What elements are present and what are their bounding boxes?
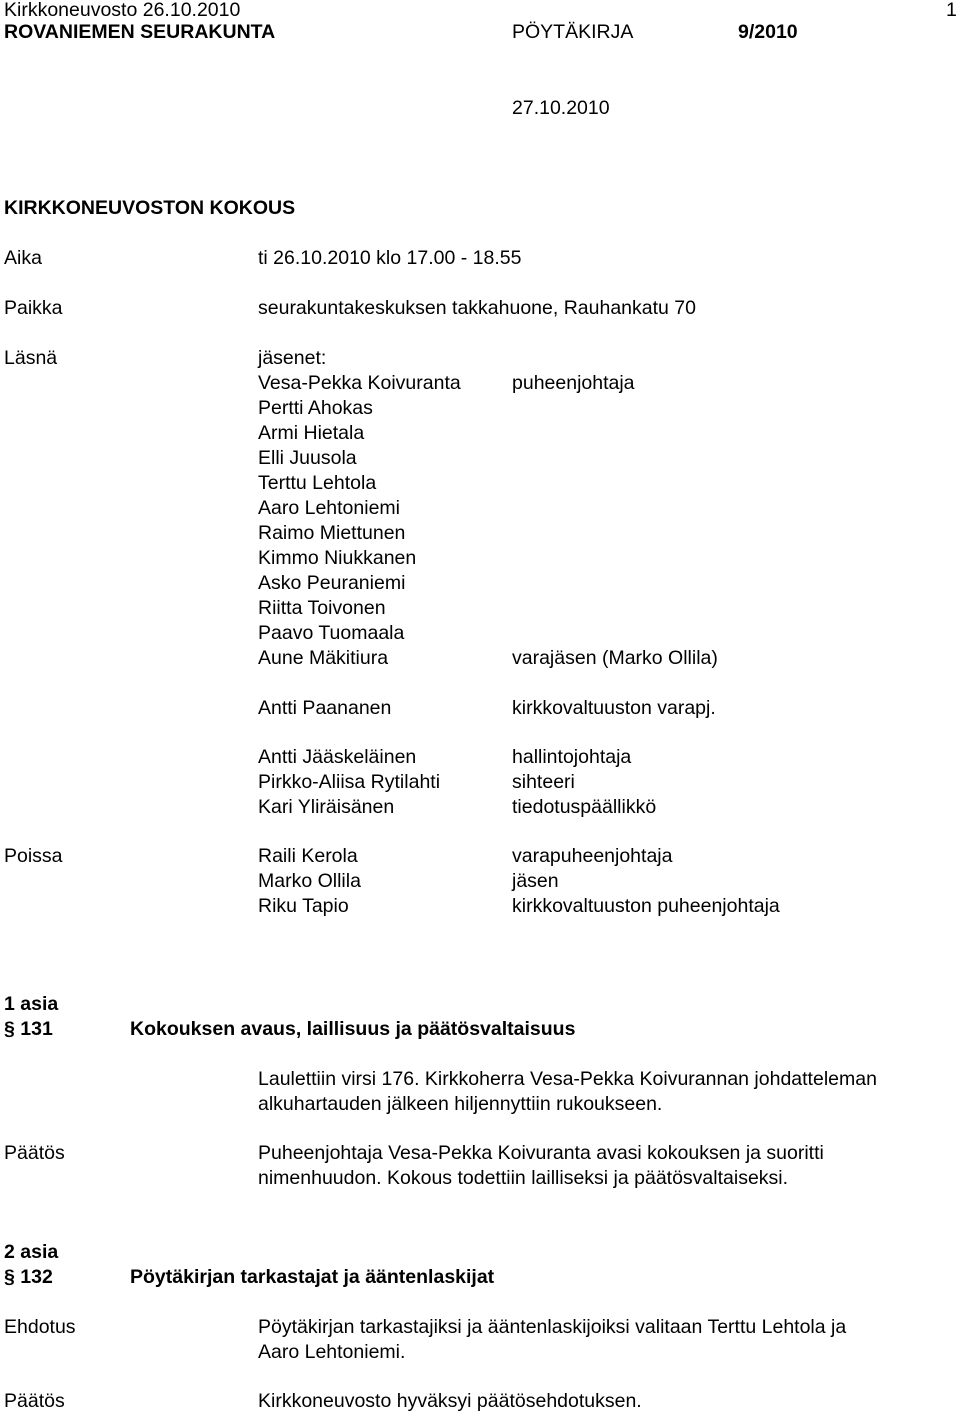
item-intro-text: Laulettiin virsi 176. Kirkkoherra Vesa-Pekka Koivurannan johdatteleman <box>258 1068 877 1090</box>
proposal-label: Ehdotus <box>4 1316 76 1338</box>
item-intro-text: alkuhartauden jälkeen hiljennyttiin rukoukseen. <box>258 1093 663 1115</box>
item-section-number: § 131 <box>4 1018 53 1040</box>
member-name: Armi Hietala <box>258 422 365 444</box>
header-organization: ROVANIEMEN SEURAKUNTA <box>4 21 276 43</box>
decision-text: Puheenjohtaja Vesa-Pekka Koivuranta avasi kokouksen ja suoritti <box>258 1142 824 1164</box>
absent-label: Poissa <box>4 845 63 867</box>
attendee-name: Kari Yliräisänen <box>258 796 395 818</box>
document-title: KIRKKONEUVOSTON KOKOUS <box>4 197 296 219</box>
decision-text: Kirkkoneuvosto hyväksyi päätösehdotuksen. <box>258 1390 642 1412</box>
attendee-role: sihteeri <box>512 771 575 793</box>
member-name: Aaro Lehtoniemi <box>258 497 401 519</box>
header-date: 27.10.2010 <box>512 97 610 119</box>
paikka-value: seurakuntakeskuksen takkahuone, Rauhankatu 70 <box>258 297 696 319</box>
member-name: Pertti Ahokas <box>258 397 373 419</box>
attendee-name: Antti Paananen <box>258 697 392 719</box>
member-name: Paavo Tuomaala <box>258 622 405 644</box>
attendee-role: tiedotuspäällikkö <box>512 796 657 818</box>
member-role: varajäsen (Marko Ollila) <box>512 647 718 669</box>
member-name: Raimo Miettunen <box>258 522 406 544</box>
paikka-label: Paikka <box>4 297 63 319</box>
decision-label: Päätös <box>4 1390 65 1412</box>
absent-name: Riku Tapio <box>258 895 349 917</box>
header-meeting-date: Kirkkoneuvosto 26.10.2010 <box>4 0 241 21</box>
item-asia-number: 2 asia <box>4 1241 59 1263</box>
absent-name: Raili Kerola <box>258 845 358 867</box>
attendee-role: hallintojohtaja <box>512 746 632 768</box>
item-section-number: § 132 <box>4 1266 53 1288</box>
item-title: Pöytäkirjan tarkastajat ja ääntenlaskijat <box>130 1266 495 1288</box>
header-doc-type: PÖYTÄKIRJA <box>512 21 634 43</box>
member-name: Vesa-Pekka Koivuranta <box>258 372 461 394</box>
member-name: Elli Juusola <box>258 447 357 469</box>
attendee-role: kirkkovaltuuston varapj. <box>512 697 716 719</box>
member-name: Riitta Toivonen <box>258 597 386 619</box>
page-number: 1 <box>946 0 957 21</box>
members-heading: jäsenet: <box>258 347 327 369</box>
decision-text: nimenhuudon. Kokous todettiin lailliseksi ja päätösvaltaiseksi. <box>258 1167 789 1189</box>
member-name: Asko Peuraniemi <box>258 572 406 594</box>
proposal-text: Pöytäkirjan tarkastajiksi ja ääntenlaskijoiksi valitaan Terttu Lehtola ja <box>258 1316 847 1338</box>
attendee-name: Pirkko-Aliisa Rytilahti <box>258 771 441 793</box>
member-name: Aune Mäkitiura <box>258 647 389 669</box>
proposal-text: Aaro Lehtoniemi. <box>258 1341 406 1363</box>
absent-role: jäsen <box>512 870 559 892</box>
decision-label: Päätös <box>4 1142 65 1164</box>
absent-name: Marko Ollila <box>258 870 361 892</box>
header-doc-number: 9/2010 <box>738 21 798 43</box>
member-name: Terttu Lehtola <box>258 472 377 494</box>
member-role: puheenjohtaja <box>512 372 635 394</box>
aika-label: Aika <box>4 247 42 269</box>
item-title: Kokouksen avaus, laillisuus ja päätösvaltaisuus <box>130 1018 576 1040</box>
present-label: Läsnä <box>4 347 58 369</box>
member-name: Kimmo Niukkanen <box>258 547 417 569</box>
aika-value: ti 26.10.2010 klo 17.00 - 18.55 <box>258 247 522 269</box>
absent-role: kirkkovaltuuston puheenjohtaja <box>512 895 780 917</box>
attendee-name: Antti Jääskeläinen <box>258 746 417 768</box>
item-asia-number: 1 asia <box>4 993 59 1015</box>
absent-role: varapuheenjohtaja <box>512 845 673 867</box>
